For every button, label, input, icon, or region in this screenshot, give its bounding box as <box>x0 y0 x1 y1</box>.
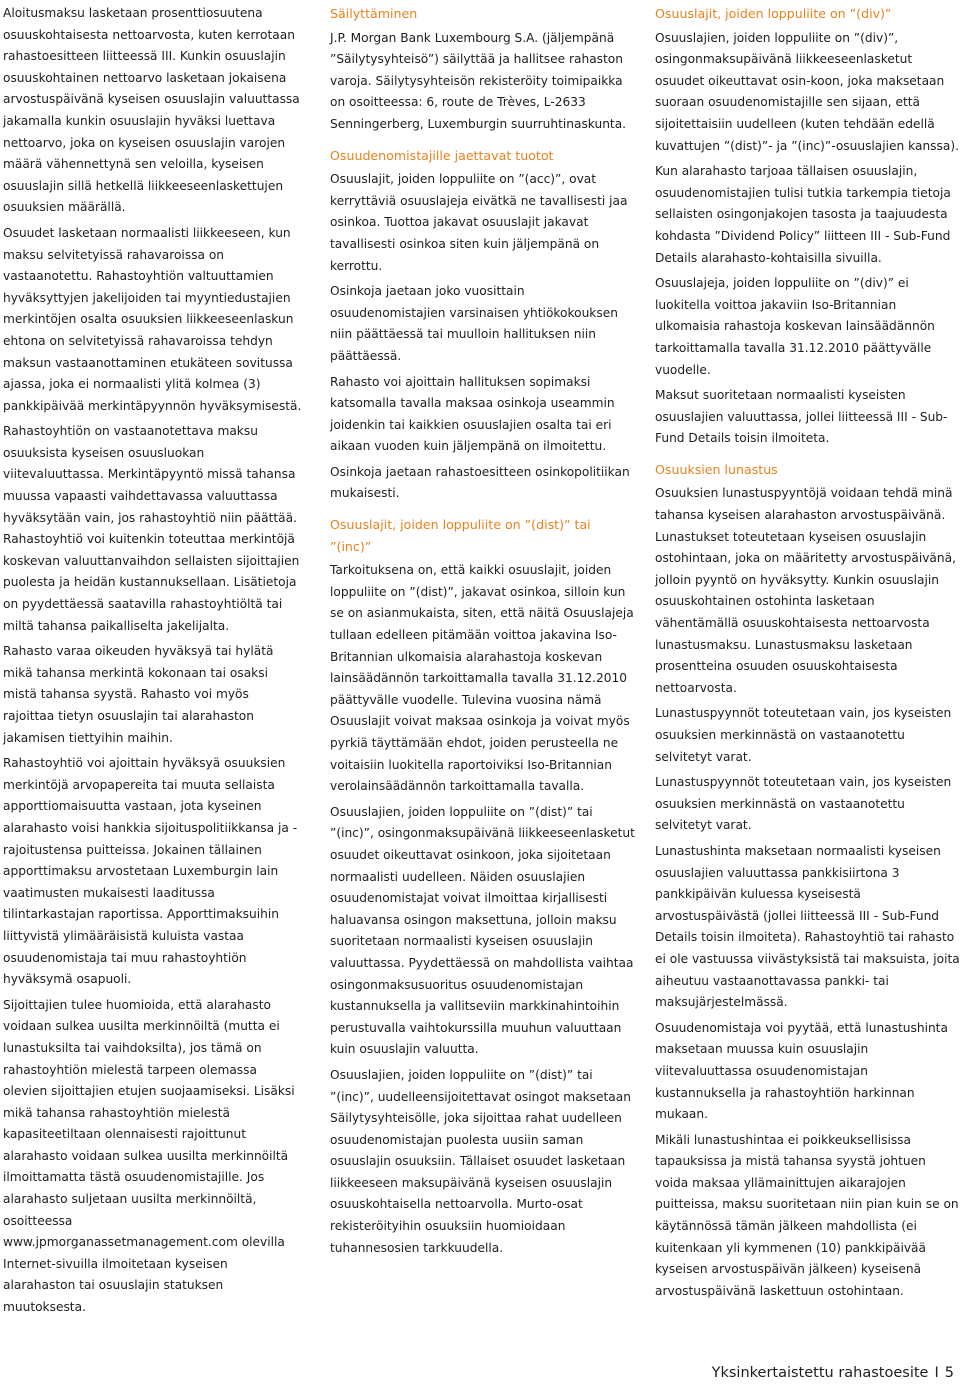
paragraph: Osuuslajien, joiden loppuliite on ”(div)”, osingonmaksupäivänä liikkeeseenlasketut osuudet oikeuttavat osin-koon, joka maksetaan suoraan osuudenomistajille sen sijaan, että sijoitettaisiin uudelleen (kuten tehdään edellä kuvattujen ”(dist)”- ja ”(inc)”-osuuslajien kanssa). <box>655 30 959 153</box>
paragraph: J.P. Morgan Bank Luxembourg S.A. (jäljempänä ”Säilytysyhteisö”) säilyttää ja hallitsee rahaston varoja. Säilytysyhteisön rekisteröity toimipaikka on osoitteessa: 6, route de Trèves, L-2633 Senningerberg, Luxemburgin suurruhtinaskunta. <box>330 30 627 131</box>
paragraph: Maksut suoritetaan normaalisti kyseisten osuuslajien valuuttassa, jollei liitteessä III - Sub-Fund Details toisin ilmoiteta. <box>655 388 948 446</box>
paragraph: Lunastuspyynnöt toteutetaan vain, jos kyseisten osuuksien merkinnästä on vastaanotettu selvitetyt varat. <box>655 706 952 764</box>
paragraph: Osuudet lasketaan normaalisti liikkeeseen, kun maksu selvitetyissä rahavaroissa on vastaanotettu. Rahastoyhtiön valtuuttamien hyväksyttyjen jakelijoiden tai myyntiedustajien merkintöjen osalta osuuksien liikkeeseenlaskun ehtona on selvitetyissä rahavaroissa tehdyn maksun vastaanottaminen etukäteen sovitussa ajassa, joka ei normaalisti ylitä kolmea (3) pankkipäivää merkintäpyynnön hyväksymisestä. <box>3 225 302 413</box>
paragraph: Osuuslajeja, joiden loppuliite on ”(div)” ei luokitella voittoa jakaviin Iso-Britannian ulkomaisia rahastoja koskevan lainsäädännön tarkoittamalla tavalla 31.12.2010 päättyvälle vuodelle. <box>655 276 935 377</box>
column-right <box>655 3 960 1306</box>
section-heading: Osuuslajit, joiden loppuliite on ”(dist)” tai ”(inc)” <box>330 517 591 554</box>
paragraph: Rahastoyhtiön on vastaanotettava maksu osuuksista kyseisen osuusluokan viitevaluuttassa. Merkintäpyyntö missä tahansa muussa vapaasti vaihdettavassa valuuttassa hyväksytään vain, jos rahastoyhtiö niin päättää. Rahastoyhtiö voi kuitenkin toteuttaa merkintöjä koskevan valuuttanvaihdon sellaisten sijoittajien puolesta ja heidän kustannuksellaan. Lisätietoja on pyydettäessä saatavilla rahastoyhtiöltä tai miltä tahansa paikalliselta jakelijalta. <box>3 424 300 633</box>
page-footer <box>712 1365 954 1381</box>
footer-separator: I <box>934 1365 939 1381</box>
paragraph: Osinkoja jaetaan rahastoesitteen osinkopolitiikan mukaisesti. <box>330 464 630 501</box>
page-number: 5 <box>944 1365 954 1381</box>
column-left <box>3 3 303 1323</box>
section-heading: Osuudenomistajille jaettavat tuotot <box>330 147 554 163</box>
paragraph: Aloitusmaksu lasketaan prosenttiosuutena osuuskohtaisesta nettoarvosta, kuten kerrotaan rahastoesitteen liitteessä III. Kunkin osuuslajin osuuskohtainen nettoarvo lasketaan jokaisena arvostuspäivänä kyseisen osuuslajin valuuttassa jakamalla kunkin osuuslajin hyväksi luettava nettoarvo, joka on kyseisen osuuslajin varojen määrä vähennettynä sen veloilla, kyseisen osuuslajin sillä hetkellä liikkeeseenlaskettujen osuuksien määrällä. <box>3 6 300 215</box>
section-heading: Säilyttäminen <box>330 6 418 21</box>
paragraph: Osuuksien lunastuspyyntöjä voidaan tehdä minä tahansa kyseisen alarahaston arvostuspäivänä. Lunastukset toteutetaan kyseisen osuuslajin ostohintaan, joka on määritetty arvostuspäivänä, jolloin pyyntö on hyväksytty. Kunkin osuuslajin osuuskohtainen ostohinta lasketaan vähentämällä osuuskohtaisesta nettoarvosta lunastusmaksu. Lunastusmaksu lasketaan prosentteina osuuden osuuskohtaisesta nettoarvosta. <box>655 486 956 695</box>
paragraph: Lunastuspyynnöt toteutetaan vain, jos kyseisten osuuksien merkinnästä on vastaanotettu selvitetyt varat. <box>655 775 952 833</box>
section-heading: Osuuksien lunastus <box>655 461 778 477</box>
paragraph: Rahasto voi ajoittain hallituksen sopimaksi katsomalla tavalla maksaa osinkoja useammin joidenkin tai kaikkien osuuslajien osalta tai eri aikaan vuoden kuin jäljempänä on ilmoitettu. <box>330 374 615 454</box>
paragraph: Rahastoyhtiö voi ajoittain hyväksyä osuuksien merkintöjä arvopapereita tai muuta sellaista apporttiomaisuutta vastaan, jota kyseinen alarahasto voisi hankkia sijoituspolitiikkansa ja -rajoitustensa puitteissa. Jokainen tällainen apporttimaksu arvostetaan Luxemburgin lain vaatimusten mukaisesti laaditussa tilintarkastajan raportissa. Apporttimaksuihin liittyvistä ylimääräisistä kuluista vastaa osuudenomistaja tai muu rahastoyhtiön hyväksymä osapuoli. <box>3 756 298 987</box>
paragraph: Mikäli lunastushintaa ei poikkeuksellisissa tapauksissa ja mistä tahansa syystä johtuen voida maksaa yllämainittujen aikarajojen puitteissa, maksu suoritetaan niin pian kuin se on käytännössä tämän jälkeen mahdollista (ei kuitenkaan yli kymmenen (10) pankkipäivää kyseisen arvostuspäivän jälkeen) kyseisenä arvostuspäivänä laskettuun ostohintaan. <box>655 1132 959 1298</box>
footer-title: Yksinkertaistettu rahastoesite <box>711 1365 929 1381</box>
paragraph: Lunastushinta maksetaan normaalisti kyseisen osuuslajien valuuttassa pankkisiirtona 3 pankkipäivän kuluessa kyseisestä arvostuspäivästä (jollei liitteessä III - Sub-Fund Details toisin ilmoiteta). Rahastoyhtiö tai rahasto ei ole vastuussa viivästyksistä tai maksuista, joita aiheutuu vastaanottavassa pankki- tai maksujärjestelmässä. <box>655 843 960 1010</box>
paragraph: Osuuslajien, joiden loppuliite on ”(dist)” tai ”(inc)”, uudelleensijoitettavat osingot maksetaan Säilytysyhteisölle, joka sijoittaa rahat uudelleen osuudenomistajan puolesta uusiin saman osuuslajin osuuksiin. Tällaiset osuudet lasketaan liikkeeseen maksupäivänä kyseisen osuuslajin osuuskohtaisella nettoarvolla. Murto-osat rekisteröityihin osuuksiin huomioidaan tuhannesosien tarkkuudella. <box>330 1067 631 1255</box>
paragraph: Tarkoituksena on, että kaikki osuuslajit, joiden loppuliite on ”(dist)”, jakavat osinkoa, silloin kun se on asianmukaista, siten, että näitä Osuuslajeja tullaan edelleen pitämään voittoa jakavina Iso-Britannian ulkomaisia alarahastoja koskevan lainsäädännön tarkoittamalla tavalla 31.12.2010 päättyvälle vuodelle. Tulevina vuosina nämä Osuuslajit voivat maksaa osinkoja ja voivat myös pyrkiä täyttämään ehdot, joiden perusteella ne voitaisiin luokitella raportoiviksi Iso-Britannian verolainsäädännön tarkoittamalla tavalla. <box>330 563 634 794</box>
paragraph: Sijoittajien tulee huomioida, että alarahasto voidaan sulkea uusilta merkinnöiltä (mutta ei lunastuksilta tai vaihdoksilta), jos tämä on rahastoyhtiön mielestä tarpeen olemassa olevien sijoittajien etujen suojaamiseksi. Lisäksi mikä tahansa rahastoyhtiön mielestä kapasiteetiltaan olennaisesti rajoittunut alarahasto voidaan sulkea uusilta merkinnöiltä ilmoittamatta tästä osuudenomistajille. Jos alarahasto suljetaan uusilta merkinnöiltä, osoitteessa www.jpmorganassetmanagement.com olevilla Internet-sivuilla ilmoitetaan kyseisen alarahaston tai osuuslajin statuksen muutoksesta. <box>3 997 295 1315</box>
paragraph: Osuuslajit, joiden loppuliite on ”(acc)”, ovat kerryttäviä osuuslajeja eivätkä ne tavallisesti jaa osinkoa. Tuottoa jakavat osuuslajit jakavat tavallisesti osinkoa siten kuin jäljempänä on kerrottu. <box>330 172 628 273</box>
section-heading: Osuuslajit, joiden loppuliite on ”(div)” <box>655 6 892 21</box>
paragraph: Rahasto varaa oikeuden hyväksyä tai hylätä mikä tahansa merkintä kokonaan tai osaksi mistä tahansa syystä. Rahasto voi myös rajoittaa tietyn osuuslajin tai alarahaston jakamisen tiettyihin maihin. <box>3 644 274 745</box>
paragraph: Osuudenomistaja voi pyytää, että lunastushinta maksetaan muussa kuin osuuslajin viitevaluuttassa osuudenomistajan kustannuksella ja rahastoyhtiön harkinnan mukaan. <box>655 1020 948 1122</box>
paragraph: Osinkoja jaetaan joko vuosittain osuudenomistajien varsinaisen yhtiökokouksen niin päättäessä tai muulloin hallituksen niin päättäessä. <box>330 284 618 363</box>
paragraph: Osuuslajien, joiden loppuliite on ”(dist)” tai ”(inc)”, osingonmaksupäivänä liikkeeseenlasketut osuudet oikeuttavat osinkoon, joka sijoitetaan normaalisti uudelleen. Näiden osuuslajien osuudenomistajat voivat ilmoittaa kirjallisesti haluavansa osingon maksettuna, jolloin maksu suoritetaan normaalisti kyseisen osuuslajin valuuttassa. Pyydettäessä on mahdollista vaihtaa osingonmaksusuoritus osuudenomistajan kustannuksella ja vallitseviin markkinahintoihin perustuvalla vaihtokurssilla muuhun valuuttaan kuin osuuslajin valuutta. <box>330 804 635 1057</box>
column-middle <box>330 3 635 1263</box>
paragraph: Kun alarahasto tarjoaa tällaisen osuuslajin, osuudenomistajien tulisi tutkia tarkempia tietoja sellaisten osingonjakojen tasosta ja taajuudesta kohdasta ”Dividend Policy” liitteen III - Sub-Fund Details alarahasto-kohtaisilla sivuilla. <box>655 164 951 265</box>
